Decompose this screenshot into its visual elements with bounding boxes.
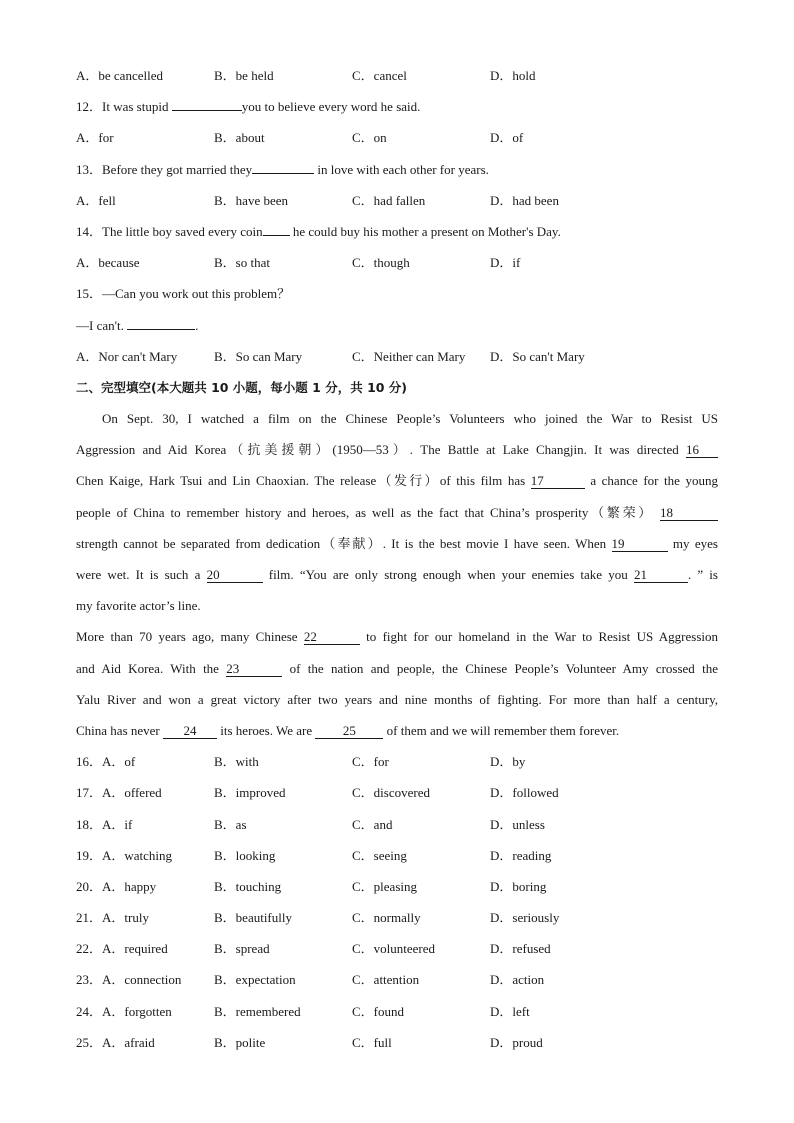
option-d: D．proud [490, 1034, 543, 1050]
option-b: B．So can Mary [214, 348, 303, 364]
answer-blank [252, 158, 314, 174]
option-b: B．so that [214, 255, 270, 271]
passage-line [76, 715, 718, 746]
option-d: D．seriously [490, 910, 560, 926]
q15-options [76, 341, 718, 372]
option-d: D．boring [490, 878, 547, 894]
passage-text: Aggression and Aid Korea（抗美援朝）(1950—53）. The Battle at Lake Changjin. It was directed [76, 442, 686, 458]
option-b: B．have been [214, 192, 289, 208]
q20-options [76, 871, 718, 902]
cloze-passage [76, 403, 718, 746]
q14-text-pre: 14．The little boy saved every coin [76, 223, 263, 239]
q18-options [76, 809, 718, 840]
option-c: C．found [352, 1003, 405, 1019]
option-a: A．because [76, 255, 140, 271]
option-b: B．beautifully [214, 910, 292, 926]
option-a: 19．A．watching [76, 847, 173, 863]
option-a: 18．A．if [76, 816, 133, 832]
option-a: 20．A．happy [76, 878, 157, 894]
q19-options [76, 840, 718, 871]
passage-text: and Aid Korea. With the [76, 660, 227, 676]
q13-text-post: in love with each other for years. [314, 161, 489, 177]
passage-text: More than 70 years ago, many Chinese [76, 629, 304, 645]
passage-text: its heroes. We are [217, 722, 316, 738]
passage-line: Yalu River and won a great victory after two years and nine months of fighting. For more than half a century, [76, 691, 718, 707]
option-a: 16．A．of [76, 754, 136, 770]
option-a: A．fell [76, 192, 116, 208]
q13-stem [76, 154, 718, 185]
passage-line [76, 653, 718, 684]
passage-line [76, 465, 718, 496]
option-c: C．full [352, 1034, 392, 1050]
option-a: 23．A．connection [76, 972, 182, 988]
option-d: D．refused [490, 941, 551, 957]
option-b: B．about [214, 130, 265, 146]
q21-options [76, 902, 718, 933]
answer-blank [172, 95, 242, 111]
cloze-blank-18: 18 [660, 505, 718, 521]
passage-text: strength cannot be separated from dedication（奉献）. It is the best movie I have seen. When [76, 535, 612, 551]
cloze-blank-20: 20 [207, 567, 263, 583]
option-c: C．though [352, 255, 410, 271]
q13-text-pre: 13．Before they got married they [76, 161, 253, 177]
passage-line [76, 434, 718, 465]
option-b: B．improved [214, 785, 286, 801]
answer-blank [263, 220, 290, 236]
option-c: C．attention [352, 972, 420, 988]
q11-options [76, 60, 718, 91]
cloze-blank-24: 24 [163, 723, 217, 739]
passage-line [76, 559, 718, 590]
passage-line [76, 528, 718, 559]
cloze-blank-25: 25 [315, 723, 383, 739]
passage-text: of them and we will remember them forever. [383, 722, 620, 738]
cloze-blank-21: 21 [634, 567, 688, 583]
option-c: C．on [352, 130, 387, 146]
option-c: C．normally [352, 910, 421, 926]
option-d: D．if [490, 255, 521, 271]
q15-text-pre: —I can't. [76, 317, 128, 333]
passage-text: were wet. It is such a [76, 567, 207, 582]
cloze-blank-19: 19 [612, 536, 668, 552]
option-d: D．left [490, 1003, 530, 1019]
option-a: A．for [76, 130, 114, 146]
option-d: D．hold [490, 68, 536, 83]
passage-text: a chance for the young [584, 473, 719, 489]
option-a: A．be cancelled [76, 68, 163, 83]
q23-options [76, 964, 718, 995]
passage-line: my favorite actor’s line. [76, 598, 201, 614]
cloze-blank-23: 23 [226, 661, 282, 677]
passage-text: film. “You are only strong enough when your enemies take you [262, 567, 634, 582]
passage-line [76, 621, 718, 652]
passage-line: On Sept. 30, I watched a film on the Chinese People’s Volunteers who joined the War to Resist US [102, 411, 718, 427]
option-d: D．unless [490, 816, 545, 832]
option-c: C．pleasing [352, 878, 417, 894]
option-a: A．Nor can't Mary [76, 348, 178, 364]
option-a: 22．A．required [76, 941, 168, 957]
option-c: C．Neither can Mary [352, 348, 466, 364]
passage-text: of the nation and people, the Chinese People’s Volunteer Amy crossed the [282, 660, 719, 676]
cloze-blank-16: 16 [686, 442, 718, 458]
option-d: D．by [490, 754, 526, 770]
option-d: D．reading [490, 847, 552, 863]
option-b: B．looking [214, 847, 276, 863]
answer-blank [127, 314, 195, 330]
option-c: C．cancel [352, 68, 407, 83]
q12-stem [76, 91, 718, 122]
option-c: C．discovered [352, 785, 430, 801]
q14-text-post: he could buy his mother a present on Mother's Day. [289, 223, 561, 239]
passage-text: people of China to remember history and heroes, as well as the fact that China’s prosperity（繁荣） [76, 504, 660, 520]
passage-text: Chen Kaige, Hark Tsui and Lin Chaoxian. The release（发行）of this film has [76, 473, 531, 489]
q13-options [76, 185, 718, 216]
section-title: 二、完型填空(本大题共 10 小题，每小题 1 分，共 10 分) [76, 379, 408, 395]
option-c: C．for [352, 754, 389, 770]
exam-page [76, 60, 718, 1058]
q15-stem: 15．—Can you work out this problem？ [76, 286, 291, 302]
option-c: C．had fallen [352, 192, 426, 208]
cloze-blank-17: 17 [531, 473, 585, 489]
option-b: B．expectation [214, 972, 296, 988]
cloze-options [76, 746, 718, 1058]
option-b: B．remembered [214, 1003, 301, 1019]
option-b: B．spread [214, 941, 270, 957]
q12-text-pre: 12．It was stupid [76, 99, 172, 115]
q12-text-post: you to believe every word he said. [241, 99, 421, 115]
cloze-blank-22: 22 [304, 629, 360, 645]
option-d: D．followed [490, 785, 559, 801]
option-a: 17．A．offered [76, 785, 162, 801]
option-d: D．of [490, 130, 524, 146]
option-a: 21．A．truly [76, 910, 149, 926]
option-c: C．seeing [352, 847, 407, 863]
option-d: D．action [490, 972, 545, 988]
q15-response [76, 310, 718, 341]
passage-text: my eyes [667, 535, 718, 551]
q22-options [76, 933, 718, 964]
option-b: B．touching [214, 878, 282, 894]
option-b: B．polite [214, 1034, 266, 1050]
option-a: 24．A．forgotten [76, 1003, 172, 1019]
q15-text-post: . [195, 317, 199, 333]
q17-options [76, 777, 718, 808]
option-d: D．had been [490, 192, 559, 208]
option-c: C．volunteered [352, 941, 436, 957]
passage-text: China has never [76, 722, 164, 738]
option-c: C．and [352, 816, 393, 832]
q24-options [76, 996, 718, 1027]
option-d: D．So can't Mary [490, 348, 585, 364]
option-a: 25．A．afraid [76, 1034, 155, 1050]
q14-stem [76, 216, 718, 247]
option-b: B．with [214, 754, 259, 770]
q12-options [76, 122, 718, 153]
q25-options [76, 1027, 718, 1058]
passage-text: . ” is [687, 567, 718, 582]
passage-line [76, 497, 718, 528]
option-b: B．be held [214, 68, 274, 83]
q14-options [76, 247, 718, 278]
q16-options [76, 746, 718, 777]
option-b: B．as [214, 816, 247, 832]
passage-text: to fight for our homeland in the War to Resist US Aggression [359, 629, 718, 645]
